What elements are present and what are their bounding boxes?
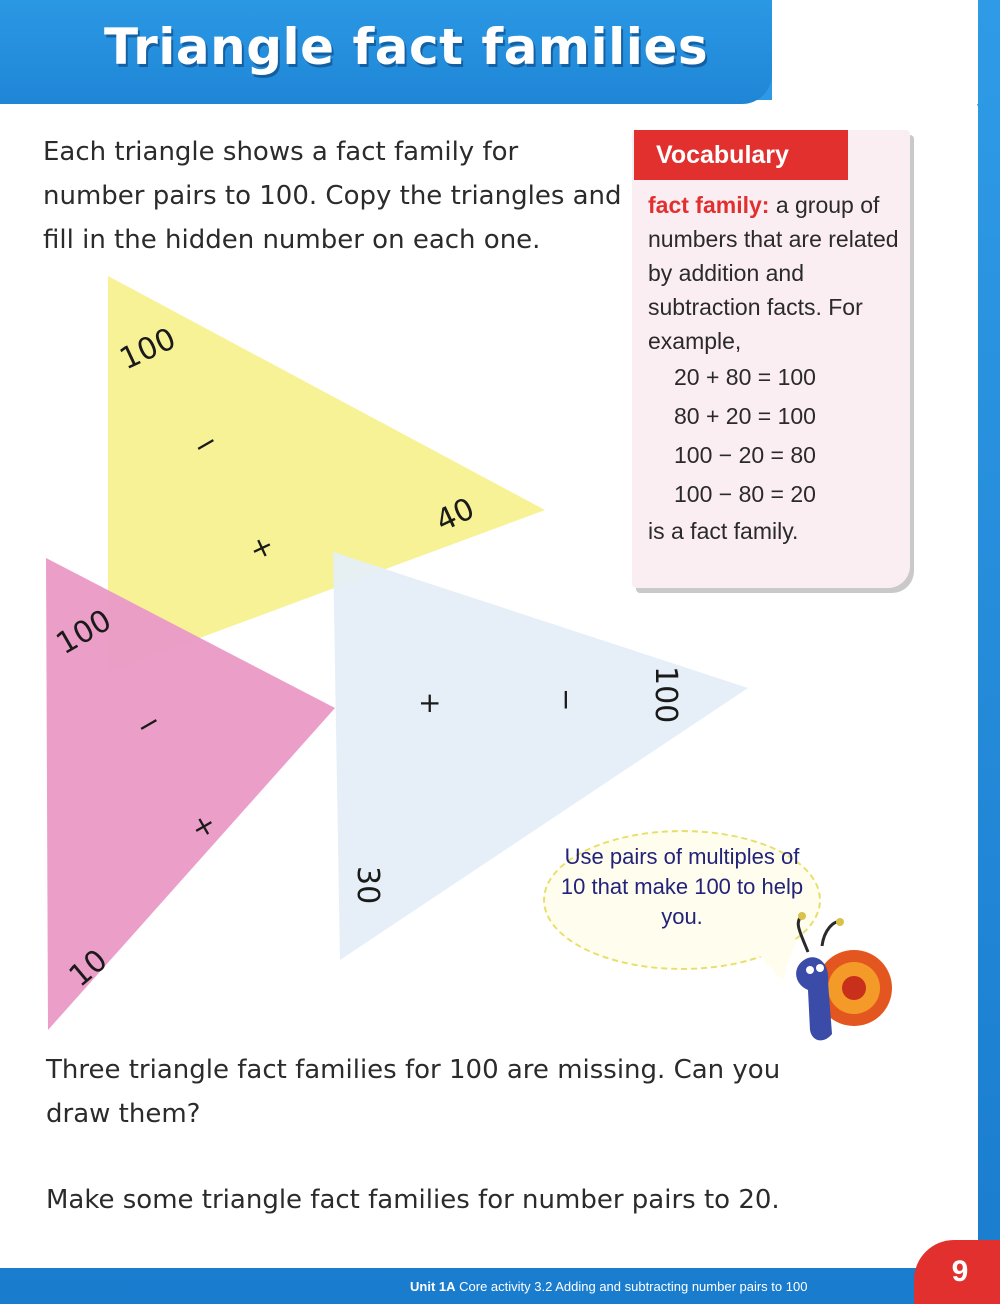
page-title: Triangle fact families (104, 18, 709, 76)
snail-body (796, 957, 832, 1040)
footer-activity: Core activity 3.2 Adding and subtracting number pairs to 100 (459, 1279, 808, 1294)
example-equation: 100 − 20 = 80 (674, 442, 816, 468)
pink-plus-sign: + (185, 805, 222, 847)
question-missing-families: Three triangle fact families for 100 are missing. Can you draw them? (46, 1055, 781, 1129)
snail-eye (806, 966, 814, 974)
snail-antenna-tip (798, 912, 806, 920)
snail-eye (816, 964, 824, 972)
blue-bottom-number: 30 (350, 866, 385, 905)
blue-minus-sign: − (550, 688, 583, 712)
snail-antenna (822, 922, 840, 946)
page-number: 9 (914, 1240, 1000, 1304)
snail-antenna (798, 916, 808, 952)
footer (410, 1279, 807, 1294)
blue-right-number: 100 (648, 666, 683, 724)
footer-unit: Unit 1A (410, 1279, 456, 1294)
blue-plus-sign: + (418, 686, 442, 719)
intro-text: Each triangle shows a fact family for number pairs to 100. Copy the triangles and fill in the hidden number on each one. (43, 137, 622, 255)
speech-bubble-text: Use pairs of multiples of 10 that make 100 to help you. (560, 844, 804, 929)
yellow-right-number: 40 (430, 491, 480, 540)
vocabulary-closing: is a fact family. (648, 518, 799, 544)
pink-minus-sign: − (130, 703, 167, 745)
question-pairs-to-20: Make some triangle fact families for number pairs to 20. (46, 1185, 780, 1215)
yellow-minus-sign: − (187, 423, 224, 465)
pink-top-number: 100 (50, 602, 118, 662)
example-equation: 80 + 20 = 100 (674, 403, 816, 429)
vocabulary-definition: a group of numbers that are related by addition and subtraction facts. For example, (648, 192, 899, 354)
vocabulary-tab: Vocabulary (634, 130, 848, 180)
snail-shell-core (842, 976, 866, 1000)
example-equation: 100 − 80 = 20 (674, 481, 816, 507)
snail-antenna-tip (836, 918, 844, 926)
yellow-plus-sign: + (244, 527, 280, 568)
yellow-top-number: 100 (114, 321, 182, 378)
snail-mascot (786, 912, 896, 1052)
example-equation: 20 + 80 = 100 (674, 364, 816, 390)
vocabulary-term: fact family: (648, 192, 770, 218)
pink-bottom-number: 10 (62, 942, 115, 995)
